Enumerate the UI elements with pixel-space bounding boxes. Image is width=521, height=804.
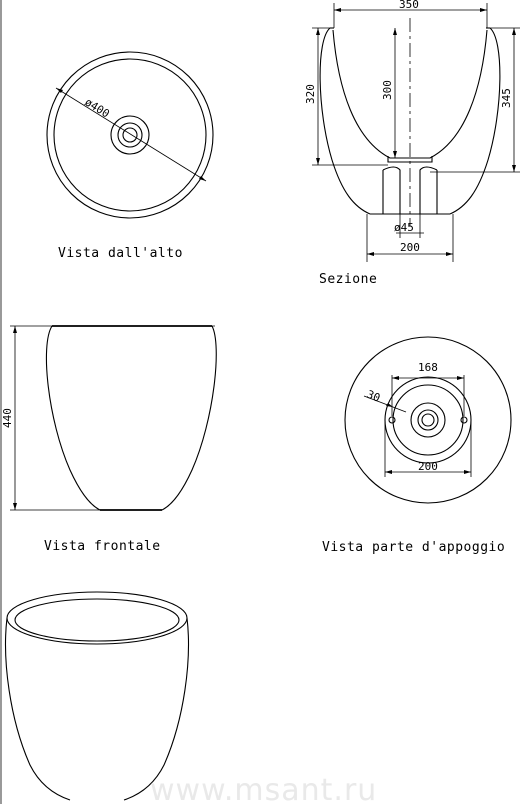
section-outer-right — [450, 28, 500, 214]
bottom-drain-inner — [422, 414, 434, 426]
section-arrow-top-r — [480, 8, 487, 12]
section-arrow-base-l — [367, 252, 374, 256]
watermark: www.msant.ru — [150, 773, 378, 804]
section-arrow-345-b — [512, 165, 516, 172]
bottom-caption: Vista parte d'appoggio — [322, 540, 506, 555]
front-outline-right — [162, 326, 216, 510]
section-dim-inner-height: 320 — [304, 84, 317, 104]
front-dim-height: 440 — [1, 408, 14, 428]
section-arrow-base-r — [446, 252, 453, 256]
section-arrow-345-t — [512, 28, 516, 35]
top-view-caption: Vista dall'alto — [58, 246, 183, 261]
bottom-fix-hole-right — [461, 417, 467, 423]
bottom-arrow-200-l — [385, 470, 392, 474]
bottom-arrow-168-r — [457, 376, 464, 380]
bottom-base-ring-inner — [393, 385, 463, 455]
front-outline-left — [46, 326, 100, 510]
top-view-drain-inner — [123, 128, 137, 142]
section-dim-top-width: 350 — [399, 0, 419, 11]
bottom-dim-small: 30 — [364, 387, 383, 405]
perspective-inner-rim — [15, 599, 179, 641]
section-arrow-300-b — [393, 151, 397, 158]
section-arrow-300-t — [393, 28, 397, 35]
top-view-arrow-1 — [56, 88, 63, 93]
section-arrow-320-t — [316, 28, 320, 35]
top-view-drain-outer — [111, 116, 149, 154]
bottom-dim-holes: 168 — [418, 361, 438, 374]
bottom-base-ring — [385, 377, 471, 463]
bottom-drain-outer — [411, 403, 445, 437]
section-dim-drain: ø45 — [394, 221, 414, 234]
bottom-view — [322, 337, 511, 555]
section-arrow-top-l — [334, 8, 341, 12]
top-view-drain-middle — [118, 123, 142, 147]
section-outer-left — [320, 28, 370, 214]
bottom-arrow-200-r — [464, 470, 471, 474]
section-caption: Sezione — [319, 272, 378, 287]
section-arrow-320-b — [316, 158, 320, 165]
section-dim-depth: 300 — [381, 80, 394, 100]
bottom-fix-hole-left — [389, 417, 395, 423]
section-dim-base: 200 — [400, 241, 420, 254]
front-caption: Vista frontale — [44, 539, 161, 554]
top-view-outer-rim — [47, 52, 213, 218]
perspective-view — [6, 592, 189, 800]
perspective-outline-left — [6, 618, 70, 800]
front-arrow-t — [13, 326, 17, 333]
bottom-drain-middle — [418, 410, 438, 430]
perspective-outer-rim — [7, 592, 187, 644]
bottom-dim-base: 200 — [418, 460, 438, 473]
top-view — [47, 52, 213, 261]
top-view-inner-rim — [54, 59, 206, 211]
front-view — [1, 326, 216, 554]
bottom-arrow-168-l — [392, 376, 399, 380]
top-view-diameter-label: ø400 — [82, 95, 112, 121]
front-arrow-b — [13, 503, 17, 510]
top-view-diameter-line — [56, 88, 206, 181]
section-dim-outer-height: 345 — [500, 88, 513, 108]
section-view — [304, 0, 520, 287]
